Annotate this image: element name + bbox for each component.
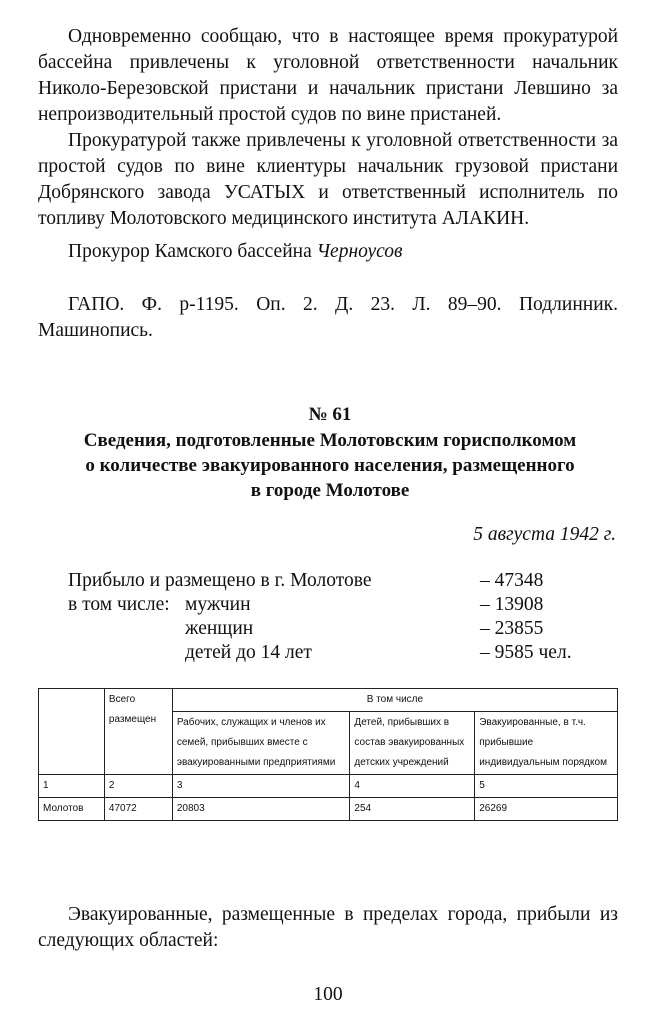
table-cell: Молотов	[39, 798, 105, 821]
paragraph-origin-regions: Эвакуированные, размещенные в пределах города, прибыли из следующих областей:	[38, 904, 618, 951]
table-header-total: Всего размещен	[104, 689, 172, 775]
document-date: 5 августа 1942 г.	[473, 524, 616, 545]
stat-including-label: в том числе:	[68, 594, 170, 615]
paragraph-prosecution-clients: Прокуратурой также привлечены к уголовной ответственности за простой судов по вине клиентуры начальник грузовой пристани Добрянского завода УСАТЫХ и ответственный исполнитель по топливу Молотовского медицинского института АЛАКИН.	[38, 130, 618, 229]
evacuees-table	[38, 688, 618, 821]
table-header-children: Детей, прибывших в состав эвакуированных детских учреждений	[350, 712, 475, 775]
signature-line	[68, 241, 403, 263]
signature-name: Черноусов	[316, 241, 403, 262]
table-cell: 254	[350, 798, 475, 821]
table-cell: 4	[350, 775, 475, 798]
stat-total-label: Прибыло и размещено в г. Молотове	[68, 570, 372, 591]
paragraph-prosecution-piers: Одновременно сообщаю, что в настоящее время прокуратурой бассейна привлечены к уголовной ответственности начальник Николо-Березовской пристани и начальник пристани Левшино за непроизводительный простой судов по вине пристаней.	[38, 26, 618, 125]
stat-children-label: детей до 14 лет	[185, 642, 312, 663]
table-cell: 26269	[475, 798, 618, 821]
table-header-row	[39, 689, 618, 712]
table-cell: 20803	[172, 798, 350, 821]
table-header-blank	[39, 689, 105, 775]
table-cell: 1	[39, 775, 105, 798]
table-cell: 2	[104, 775, 172, 798]
stat-women-value: – 23855	[480, 618, 544, 639]
document-title-line-3: в городе Молотове	[250, 480, 410, 501]
stat-women-label: женщин	[185, 618, 254, 639]
stat-children-value: – 9585 чел.	[480, 642, 572, 663]
table-number-row	[39, 775, 618, 798]
table-cell: 3	[172, 775, 350, 798]
table-header-individual: Эвакуированные, в т.ч. прибывшие индивидуальным порядком	[475, 712, 618, 775]
table-header-workers: Рабочих, служащих и членов их семей, прибывших вместе с эвакуированными предприятиями	[172, 712, 350, 775]
stat-men-label: мужчин	[185, 594, 251, 615]
page-number: 100	[313, 984, 343, 1005]
document-title-line-2: о количестве эвакуированного населения, размещенного	[85, 455, 575, 476]
stat-total-value: – 47348	[480, 570, 544, 591]
table-row	[39, 798, 618, 821]
table-cell: 5	[475, 775, 618, 798]
document-title-line-1: Сведения, подготовленные Молотовским горисполкомом	[83, 430, 577, 451]
table-cell: 47072	[104, 798, 172, 821]
stat-men-value: – 13908	[480, 594, 544, 615]
archive-reference: ГАПО. Ф. р-1195. Оп. 2. Д. 23. Л. 89–90. Подлинник. Машинопись.	[38, 294, 618, 341]
table-header-including: В том числе	[172, 689, 617, 712]
document-number: № 61	[308, 404, 352, 425]
signature-title: Прокурор Камского бассейна	[68, 241, 312, 262]
